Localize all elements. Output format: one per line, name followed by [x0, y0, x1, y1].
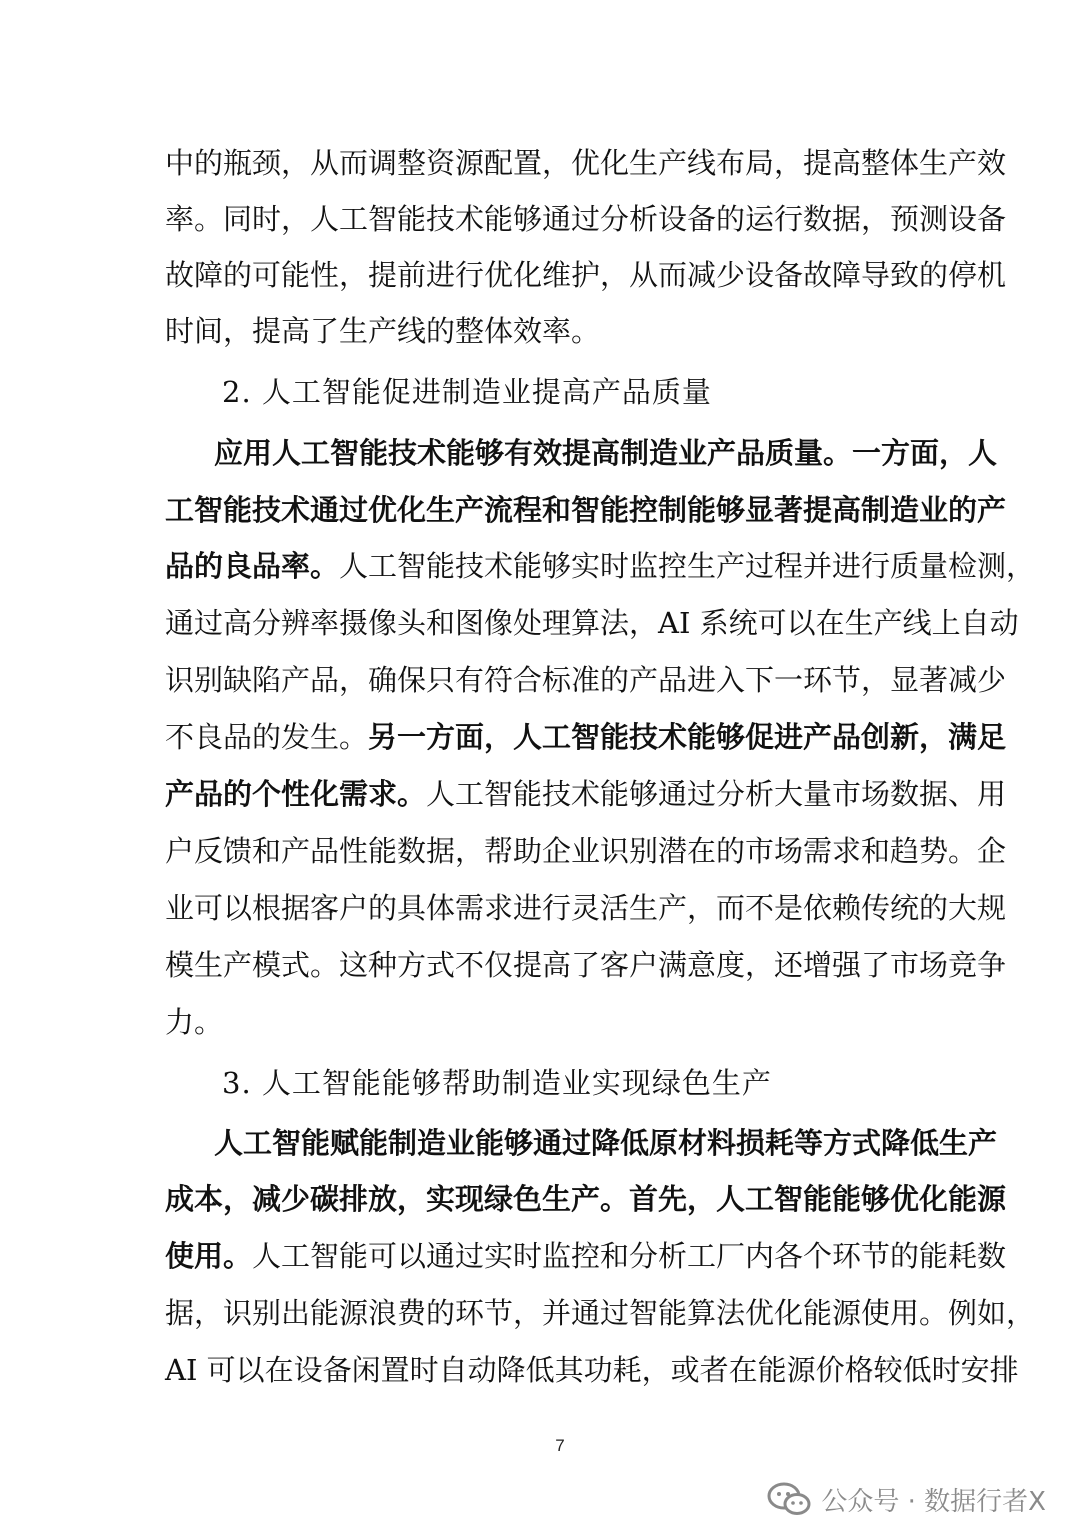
section-heading-2: 2. 人工智能促进制造业提高产品质量	[222, 375, 712, 409]
normal-text: 人工智能技术能够实时监控生产过程并进行质量检测，	[339, 549, 1036, 583]
paragraph-line	[165, 537, 1036, 595]
paragraph-line: 模生产模式。这种方式不仅提高了客户满意度，还增强了市场竞争	[165, 948, 1007, 982]
wechat-watermark	[767, 1480, 1046, 1518]
paragraph-line: 识别缺陷产品，确保只有符合标准的产品进入下一环节，显著减少	[165, 663, 1007, 697]
paragraph-line: 工智能技术通过优化生产流程和智能控制能够显著提高制造业的产	[165, 493, 1007, 527]
normal-text: 人工智能技术能够通过分析大量市场数据、用	[426, 777, 1007, 811]
paragraph-line	[165, 1227, 1007, 1285]
watermark-text: 公众号 · 数据行者X	[821, 1486, 1046, 1517]
bold-text: 另一方面，人工智能技术能够促进产品创新，满足	[368, 720, 1007, 754]
bold-text: 产品的个性化需求。	[165, 777, 427, 811]
paragraph-line: AI 可以在设备闲置时自动降低其功耗，或者在能源价格较低时安排	[165, 1353, 1019, 1387]
paragraph-line	[165, 765, 1007, 823]
normal-text: 人工智能可以通过实时监控和分析工厂内各个环节的能耗数	[252, 1239, 1007, 1273]
paragraph-line: 成本，减少碳排放，实现绿色生产。首先，人工智能能够优化能源	[165, 1182, 1007, 1216]
paragraph-line: 业可以根据客户的具体需求进行灵活生产，而不是依赖传统的大规	[165, 891, 1007, 925]
bold-text: 品的良品率。	[165, 549, 340, 583]
paragraph-line	[165, 708, 1007, 766]
paragraph-line: 户反馈和产品性能数据，帮助企业识别潜在的市场需求和趋势。企	[165, 834, 1007, 868]
paragraph-line: 时间，提高了生产线的整体效率。	[165, 314, 601, 348]
paragraph-line: 率。同时，人工智能技术能够通过分析设备的运行数据，预测设备	[165, 202, 1007, 236]
wechat-icon	[767, 1482, 811, 1516]
paragraph-line: 应用人工智能技术能够有效提高制造业产品质量。一方面，人	[214, 436, 998, 470]
normal-text: 不良品的发生。	[165, 720, 369, 754]
bold-text: 使用。	[165, 1239, 253, 1273]
page-number: 7	[555, 1436, 565, 1455]
paragraph-line: 通过高分辨率摄像头和图像处理算法，AI 系统可以在生产线上自动	[165, 606, 1019, 640]
paragraph-line: 据，识别出能源浪费的环节，并通过智能算法优化能源使用。例如，	[165, 1296, 1036, 1330]
section-heading-3: 3. 人工智能能够帮助制造业实现绿色生产	[222, 1066, 772, 1100]
paragraph-line: 人工智能赋能制造业能够通过降低原材料损耗等方式降低生产	[214, 1126, 998, 1160]
paragraph-line: 力。	[165, 1005, 224, 1039]
paragraph-line: 中的瓶颈，从而调整资源配置，优化生产线布局，提高整体生产效	[165, 146, 1007, 180]
paragraph-line: 故障的可能性，提前进行优化维护，从而减少设备故障导致的停机	[165, 258, 1007, 292]
